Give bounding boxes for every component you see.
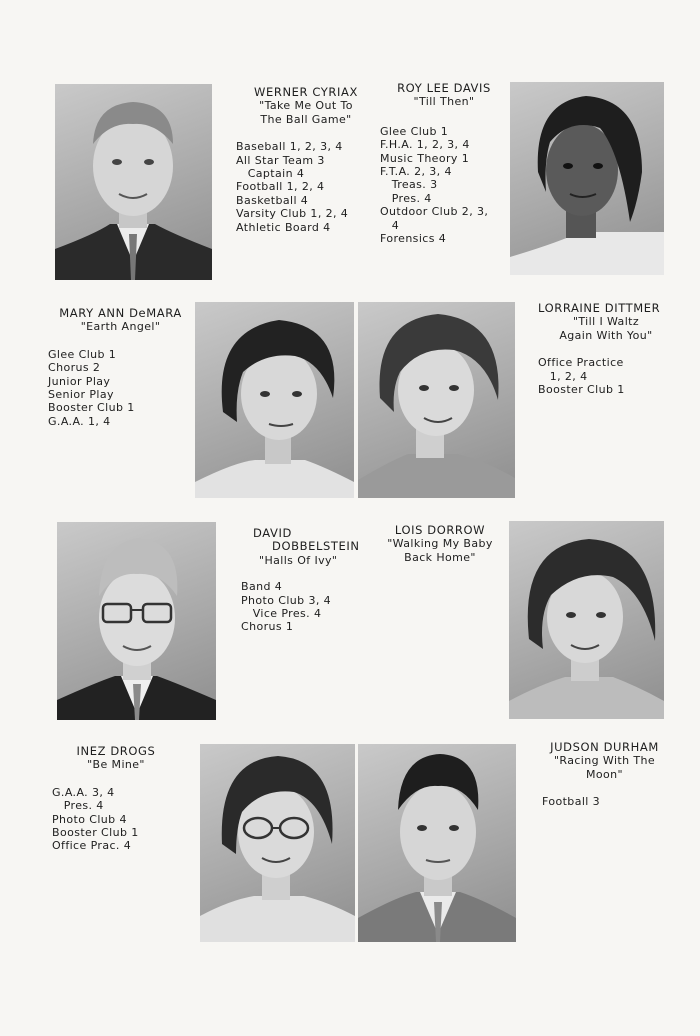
student-name: MARY ANN DeMARA [59,306,182,320]
activity-line: Treas. 3 [380,178,438,192]
activity-line: Booster Club 1 [48,401,135,415]
activity-line: Basketball 4 [236,193,309,207]
activity-line: Office Prac. 4 [52,839,132,853]
student-name: JUDSON DURHAM [550,740,659,754]
activity-line: F.H.A. 1, 2, 3, 4 [380,138,470,152]
activity-line: Photo Club 4 [52,812,127,826]
activity-line: 1, 2, 4 [538,369,588,383]
student-name: LORRAINE DITTMER [538,301,661,315]
activity-line: Chorus 1 [241,620,294,634]
activities-list [52,786,197,853]
bio-judson-durham [542,741,667,809]
student-song-line: "Earth Angel" [80,320,161,334]
student-song-line: "Till I Waltz [572,315,640,329]
portrait-judson-durham [358,744,516,942]
activity-line: Junior Play [48,374,111,388]
activity-line: Pres. 4 [380,191,432,205]
activity-line: Pres. 4 [52,799,104,813]
student-name: WERNER CYRIAX [254,85,358,99]
portrait-inez-drogs [200,744,355,942]
activity-line: Office Practice [538,356,624,370]
bio-lois-dorrow [380,524,500,564]
portrait-lois-dorrow [509,521,664,719]
student-song-line: "Walking My Baby [387,537,493,551]
student-song-line: "Be Mine" [87,758,145,772]
activities-list [241,580,366,634]
activity-line: Varsity Club 1, 2, 4 [236,207,349,221]
student-song-line: "Racing With The [553,754,656,768]
student-song-line: "Halls Of Ivy" [259,553,338,567]
portrait-roy-lee-davis [510,82,664,275]
activity-line: G.A.A. 3, 4 [52,785,115,799]
bio-mary-ann-demara [48,307,193,428]
activity-line: F.T.A. 2, 3, 4 [380,165,452,179]
activity-line: Baseball 1, 2, 3, 4 [236,140,343,154]
activity-line: All Star Team 3 [236,153,325,167]
activity-line: Forensics 4 [380,232,447,246]
activities-list [380,125,508,246]
portrait-werner-cyriax [55,84,212,280]
activity-line: Music Theory 1 [380,151,470,165]
student-song-line: Moon" [586,767,623,781]
activities-list [48,348,193,428]
activity-line: 4 [380,218,400,232]
activity-line: Athletic Board 4 [236,220,331,234]
student-name: LOIS DORROW [394,523,486,537]
activity-line: Football 3 [542,795,601,809]
activities-list [542,795,667,808]
activity-line: Outdoor Club 2, 3, [380,205,489,219]
activity-line: Photo Club 3, 4 [241,593,332,607]
activities-list [538,356,664,396]
student-song-line: "Till Then" [413,95,475,109]
student-song-line: Back Home" [404,550,476,564]
bio-david-dobbelstein [241,527,366,634]
student-name: DAVID [253,526,292,540]
activity-line: Vice Pres. 4 [241,607,322,621]
activity-line: Glee Club 1 [48,347,117,361]
student-song-line: "Take Me Out To [259,99,353,113]
activity-line: Captain 4 [236,167,305,181]
bio-roy-lee-davis [380,82,508,245]
student-name: INEZ DROGS [76,744,156,758]
portrait-david-dobbelstein [57,522,216,720]
bio-lorraine-dittmer [538,302,664,396]
activity-line: G.A.A. 1, 4 [48,414,111,428]
activity-line: Football 1, 2, 4 [236,180,325,194]
student-name: ROY LEE DAVIS [397,81,491,95]
bio-inez-drogs [52,745,197,853]
student-name: DOBBELSTEIN [272,539,360,554]
activity-line: Chorus 2 [48,361,101,375]
student-song-line: The Ball Game" [260,112,352,126]
activity-line: Booster Club 1 [52,826,139,840]
activity-line: Senior Play [48,388,114,402]
activity-line: Booster Club 1 [538,383,625,397]
activity-line: Band 4 [241,580,283,594]
activities-list [236,140,376,234]
activity-line: Glee Club 1 [380,124,449,138]
student-song-line: Again With You" [559,328,653,342]
portrait-mary-ann-demara [195,302,354,498]
portrait-lorraine-dittmer [358,302,515,498]
bio-werner-cyriax [236,86,376,234]
